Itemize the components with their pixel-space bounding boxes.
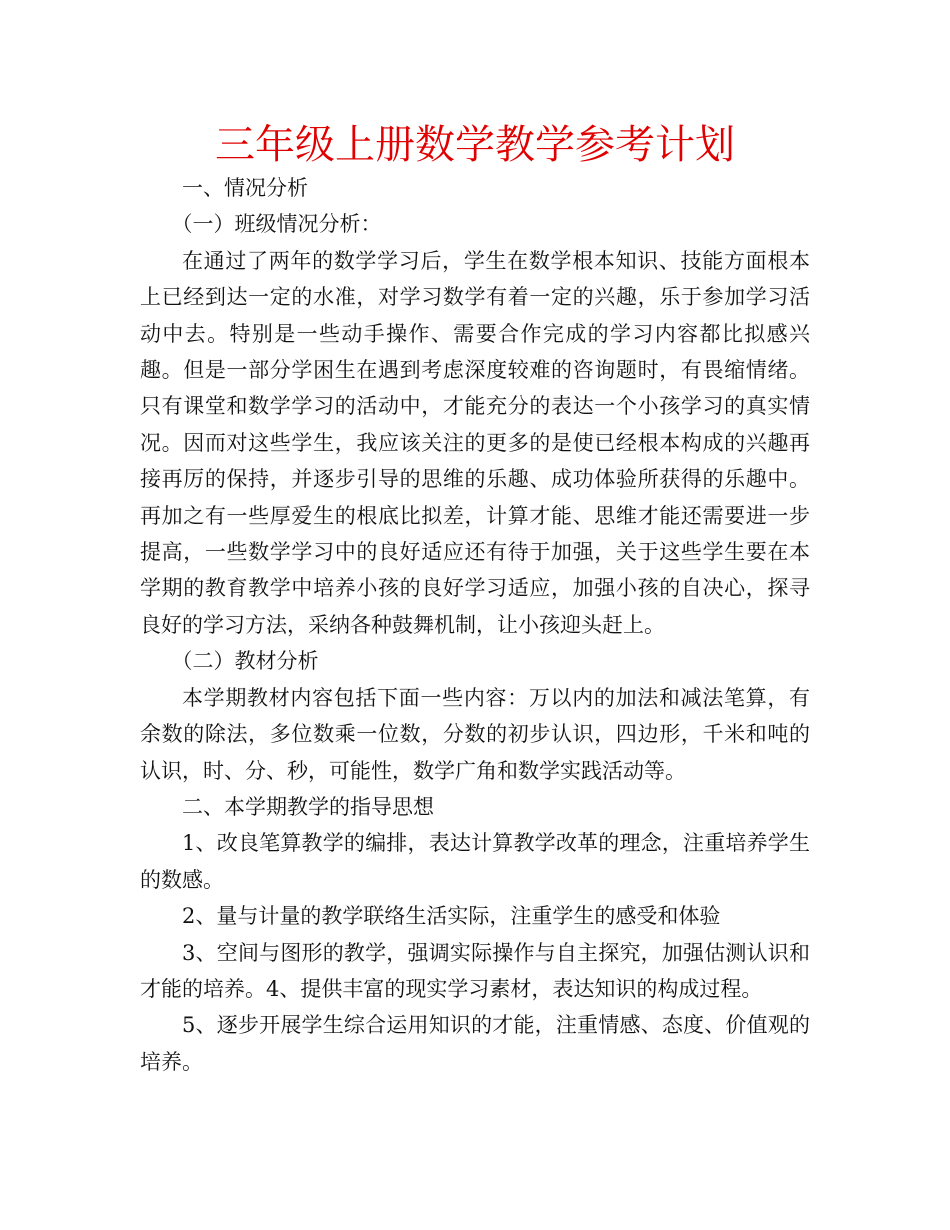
section-heading: 二、本学期教学的指导思想 xyxy=(182,794,434,819)
section-heading: 一、情况分析 xyxy=(182,176,308,200)
section-subheading: （二）教材分析 xyxy=(171,649,319,674)
paragraph: 3、空间与图形的教学，强调实际操作与自主探究，加强估测认识和才能的培养。4、提供丰富的现实学习素材，表达知识的构成过程。 xyxy=(140,940,810,1001)
document-title: 三年级上册数学教学参考计划 xyxy=(215,122,735,168)
paragraph: 5、逐步开展学生综合运用知识的才能，注重情感、态度、价值观的培养。 xyxy=(140,1013,810,1074)
paragraph: 在通过了两年的数学学习后，学生在数学根本知识、技能方面根本上已经到达一定的水准，对学习数学有着一定的兴趣，乐于参加学习活动中去。特别是一些动手操作、需要合作完成的学习内容都比拟感兴趣。但是一部分学困生在遇到考虑深度较难的咨询题时，有畏缩情绪。只有课堂和数学学习的活动中，才能充分的表达一个小孩学习的真实情况。因而对这些学生，我应该关注的更多的是使已经根本构成的兴趣再接再厉的保持，并逐步引导的思维的乐趣、成功体验所获得的乐趣中。再加之有一些厚爱生的根底比拟差，计算才能、思维才能还需要进一步提高，一些数学学习中的良好适应还有待于加强，关于这些学生要在本学期的教育教学中培养小孩的良好学习适应，加强小孩的自决心，探寻良好的学习方法，采纳各种鼓舞机制，让小孩迎头赶上。 xyxy=(140,248,810,637)
section-subheading: （一）班级情况分析： xyxy=(171,212,382,237)
paragraph: 1、改良笔算教学的编排，表达计算教学改革的理念，注重培养学生的数感。 xyxy=(140,831,810,892)
paragraph: 2、量与计量的教学联络生活实际，注重学生的感受和体验 xyxy=(182,904,721,929)
paragraph: 本学期教材内容包括下面一些内容：万以内的加法和减法笔算，有余数的除法，多位数乘一位数，分数的初步认识，四边形，千米和吨的认识，时、分、秒，可能性，数学广角和数学实践活动等。 xyxy=(140,685,810,783)
document-body xyxy=(140,170,810,1080)
